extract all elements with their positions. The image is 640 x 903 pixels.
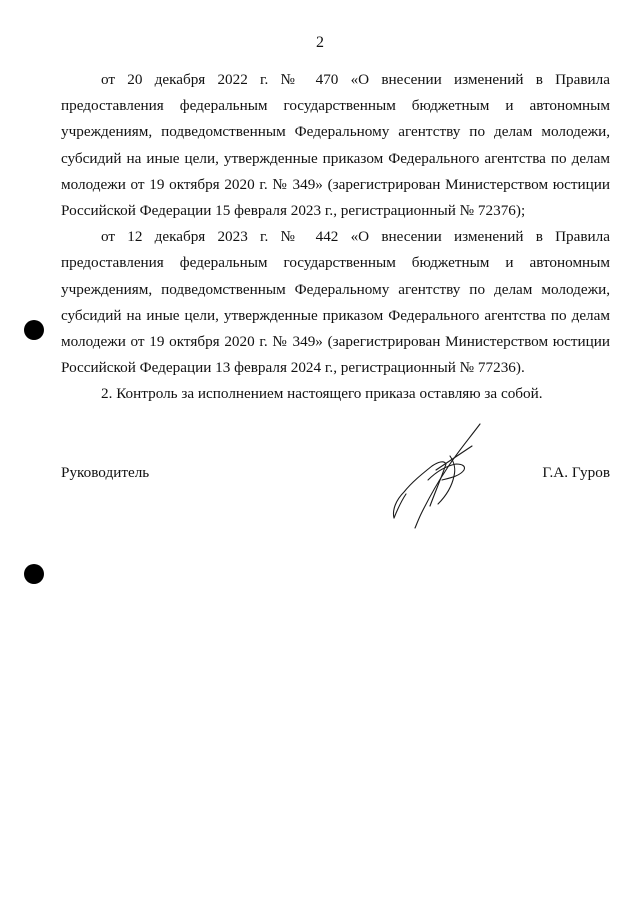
punch-hole-mark [24, 320, 44, 340]
document-body [61, 67, 610, 408]
signatory-name: Г.А. Гуров [542, 464, 610, 481]
paragraph-amendment-2023: от 12 декабря 2023 г. № 442 «О внесении изменений в Правила предоставления федеральным государственным бюджетным и автономным учреждениям, подведомственным Федеральному агентству по делам молодежи, субсидий на иные цели, утвержденные приказом Федерального агентства по делам молодежи от 19 октября 2020 г. № 349» (зарегистрирован Министерством юстиции Российской Федерации 13 февраля 2024 г., регистрационный № 77236). [61, 228, 610, 377]
handwritten-signature [380, 420, 490, 530]
page-number: 2 [316, 34, 324, 51]
paragraph-control-clause: 2. Контроль за исполнением настоящего приказа оставляю за собой. [101, 385, 543, 403]
punch-hole-mark [24, 564, 44, 584]
paragraph-amendment-2022: от 20 декабря 2022 г. № 470 «О внесении изменений в Правила предоставления федеральным государственным бюджетным и автономным учреждениям, подведомственным Федеральному агентству по делам молодежи, субсидий на иные цели, утвержденные приказом Федерального агентства по делам молодежи от 19 октября 2020 г. № 349» (зарегистрирован Министерством юстиции Российской Федерации 15 февраля 2023 г., регистрационный № 72376); [61, 71, 610, 220]
signatory-position: Руководитель [61, 464, 150, 481]
